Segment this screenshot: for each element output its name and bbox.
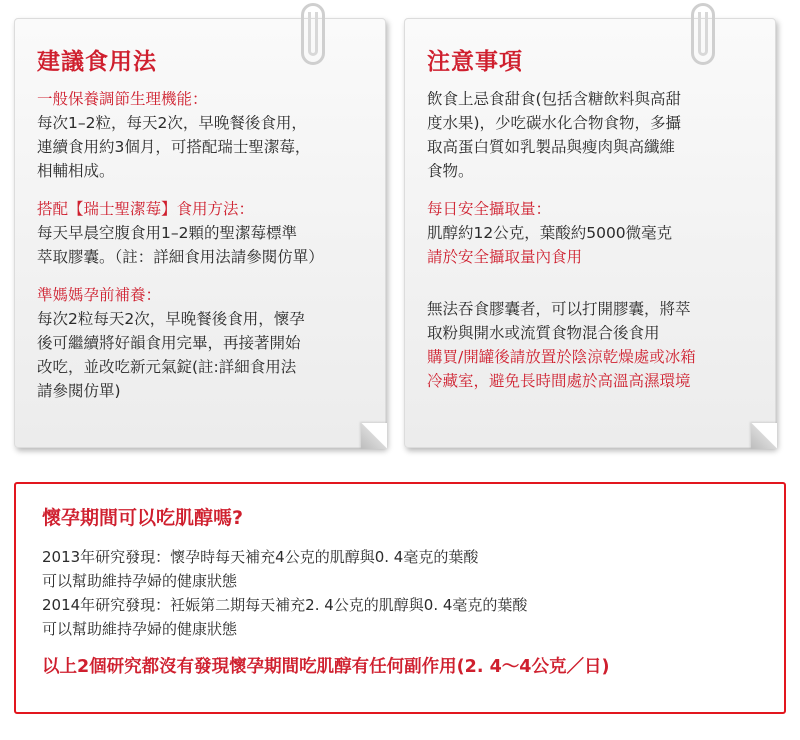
card-block: [37, 283, 365, 403]
redbox-line: 可以幫助維持孕婦的健康狀態: [42, 571, 238, 590]
card-block: [427, 297, 755, 393]
paperclip-icon: [301, 3, 327, 69]
card-title: 建議食用法: [37, 49, 157, 75]
pregnancy-info-box: [14, 482, 786, 714]
block-line: 肌醇約12公克，葉酸約5000微毫克: [427, 223, 673, 242]
block-line-emphasis: 請於安全攝取量內食用: [427, 247, 583, 266]
note-card-usage: [14, 18, 386, 448]
block-line: 取粉與開水或流質食物混合後食用: [427, 323, 660, 342]
block-line: 改吃，並改吃新元氣錠(註:詳細食用法: [37, 357, 297, 376]
block-line-emphasis: 冷藏室，避免長時間處於高溫高濕環境: [427, 371, 691, 390]
block-line: 無法吞食膠囊者，可以打開膠囊，將萃: [427, 299, 691, 318]
block-heading: 一般保養調節生理機能：: [37, 89, 208, 108]
block-heading: 搭配【瑞士聖潔莓】食用方法：: [37, 199, 255, 218]
card-block: [37, 197, 365, 269]
block-line-emphasis: 購買/開罐後請放置於陰涼乾燥處或冰箱: [427, 347, 696, 366]
block-heading: 每日安全攝取量：: [427, 199, 552, 218]
card-block: [427, 87, 755, 183]
block-line: 後可繼續將好韻食用完畢，再接著開始: [37, 333, 301, 352]
card-block: [37, 87, 365, 183]
block-line: 相輔相成。: [37, 161, 115, 180]
block-line: 度水果)，少吃碳水化合物食物，多攝: [427, 113, 682, 132]
block-line: 連續食用約3個月，可搭配瑞士聖潔莓，: [37, 137, 311, 156]
block-line: 請參閱仿單): [37, 381, 121, 400]
redbox-title: 懷孕期間可以吃肌醇嗎?: [42, 507, 244, 529]
redbox-line: 2014年研究發現：衽娠第二期每天補充2. 4公克的肌醇與0. 4毫克的葉酸: [42, 595, 528, 614]
paperclip-icon: [691, 3, 717, 69]
block-line: 萃取膠囊。（註：詳細食用法請參閱仿單）: [37, 247, 324, 266]
note-card-cautions: [404, 18, 776, 448]
redbox-line: 可以幫助維持孕婦的健康狀態: [42, 619, 238, 638]
block-line: 每天早晨空腹食用1–2顆的聖潔莓標準: [37, 223, 297, 242]
card-title: 注意事項: [427, 49, 523, 75]
block-line: 食物。: [427, 161, 474, 180]
spacer: [427, 283, 755, 297]
block-line: 每次1–2粒，每天2次，早晚餐後食用，: [37, 113, 307, 132]
redbox-footer: 以上2個研究都沒有發現懷孕期間吃肌醇有任何副作用(2. 4～4公克／日): [42, 656, 610, 677]
redbox-line: 2013年研究發現：懷孕時每天補充4公克的肌醇與0. 4毫克的葉酸: [42, 547, 479, 566]
block-line: 每次2粒每天2次，早晚餐後食用，懷孕: [37, 309, 305, 328]
card-block: [427, 197, 755, 269]
block-heading: 準媽媽孕前補養：: [37, 285, 162, 304]
block-line: 取高蛋白質如乳製品與瘦肉與高纖維: [427, 137, 676, 156]
block-line: 飲食上忌食甜食(包括含糖飲料與高甜: [427, 89, 682, 108]
